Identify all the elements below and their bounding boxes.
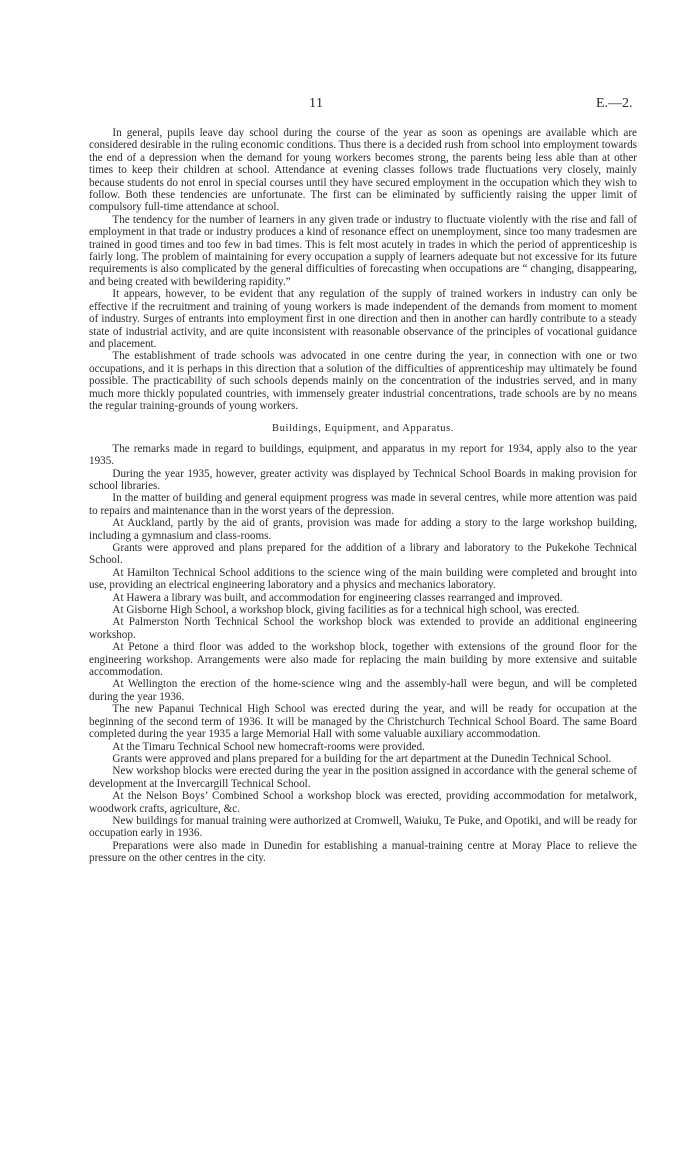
paragraph: At Gisborne High School, a workshop block, giving facilities as for a technical high school, was erected. xyxy=(112,604,580,617)
paragraph: The new Papanui Technical High School was erected during the year, and will be ready for occupation at the beginning of the second term of 1936. It will be managed by the Christchurch Technical School Board. The same Board completed during the year 1935 a large Memorial Hall with some valuable auxiliary accommodation. xyxy=(89,703,637,741)
paragraph: At Wellington the erection of the home-science wing and the assembly-hall were begun, and will be completed during the year 1936. xyxy=(89,678,637,703)
paragraph: The tendency for the number of learners in any given trade or industry to fluctuate violently with the rise and fall of employment in that trade or industry produces a kind of resonance effect on unemployment, since too many tradesmen are trained in good times and too few in bad times. This is felt most acutely in trades in which the period of apprenticeship is fairly long. The problem of maintaining for every occupation a supply of learners adequate but not excessive for its future requirements is also complicated by the general difficulties of forecasting when occupations are “ changing, disappearing, and being created with bewildering rapidity.” xyxy=(89,213,637,288)
paragraph: At Hamilton Technical School additions to the science wing of the main building were completed and brought into use, providing an electrical engineering laboratory and a physics and mechanics laboratory. xyxy=(89,566,637,592)
paragraph: At Auckland, partly by the aid of grants, provision was made for adding a story to the large workshop building, including a gymnasium and class-rooms. xyxy=(89,517,637,542)
paragraph: It appears, however, to be evident that any regulation of the supply of trained workers in industry can only be effective if the recruitment and training of young workers is made independent of the demands from moment to moment of industry. Surges of entrants into employment first in one direction and then in another can hardly contribute to a steady state of industrial activity, and are quite inconsistent with reasonable observance of the principles of vocational guidance and placement. xyxy=(89,288,637,350)
paragraph: In general, pupils leave day school during the course of the year as soon as openings are available which are considered desirable in the ruling economic conditions. Thus there is a decided rush from school into employment towards the end of a depression when the demand for young workers becomes strong, the parents being less able than at other times to keep their children at school. Attendance at evening classes follows trade fluctuations very closely, mainly because students do not enrol in special courses until they have secured employment in the occupation which they wish to follow. Both these tendencies are unfortunate. The first can be eliminated by sufficiently raising the upper limit of compulsory full-time attendance at school. xyxy=(89,127,637,214)
paragraph: Grants were approved and plans prepared for the addition of a library and laboratory to the Pukekohe Technical School. xyxy=(89,542,637,567)
section-heading: Buildings, Equipment, and Apparatus. xyxy=(271,423,454,435)
paragraph: In the matter of building and general equipment progress was made in several centres, while more attention was paid to repairs and maintenance than in the worst years of the depression. xyxy=(89,492,637,517)
paragraph: New buildings for manual training were authorized at Cromwell, Waiuku, Te Puke, and Opotiki, and will be ready for occupation early in 1936. xyxy=(89,814,637,840)
paragraph: At Palmerston North Technical School the workshop block was extended to provide an additional engineering workshop. xyxy=(89,616,637,641)
paragraph: The establishment of trade schools was advocated in one centre during the year, in connection with one or two occupations, and it is perhaps in this direction that a solution of the difficulties of apprenticeship may ultimately be found possible. The practicability of such schools depends mainly on the concentration of the industries served, and in many much more thickly populated countries, with immensely greater industrial concentrations, trade schools are by no means the regular training-grounds of young workers. xyxy=(89,350,637,412)
paragraph: Grants were approved and plans prepared for a building for the art department at the Dunedin Technical School. xyxy=(112,752,612,765)
paragraph: New workshop blocks were erected during the year in the position assigned in accordance with the general scheme of development at the Invercargill Technical School. xyxy=(89,765,637,790)
body-text xyxy=(89,127,637,865)
paragraph: The remarks made in regard to buildings, equipment, and apparatus in my report for 1934, apply also to the year 1935. xyxy=(89,442,637,468)
document-reference: E.—2. xyxy=(596,96,633,111)
paragraph: At the Timaru Technical School new homecraft-rooms were provided. xyxy=(112,740,425,753)
paragraph: At Hawera a library was built, and accommodation for engineering classes rearranged and improved. xyxy=(112,591,563,604)
paragraph: At Petone a third floor was added to the workshop block, together with extensions of the ground floor for the engineering workshop. Arrangements were also made for replacing the main building by more extensive and suitable accommodation. xyxy=(89,641,637,679)
paragraph: Preparations were also made in Dunedin for establishing a manual-training centre at Moray Place to relieve the pressure on the other centres in the city. xyxy=(89,839,637,865)
paragraph: At the Nelson Boys’ Combined School a workshop block was erected, providing accommodation for metalwork, woodwork crafts, agriculture, &c. xyxy=(89,790,637,815)
paragraph: During the year 1935, however, greater activity was displayed by Technical School Boards in making provision for school libraries. xyxy=(89,467,637,492)
intro-paragraphs xyxy=(89,127,637,412)
buildings-paragraphs xyxy=(89,443,637,865)
page-number: 11 xyxy=(309,96,324,111)
